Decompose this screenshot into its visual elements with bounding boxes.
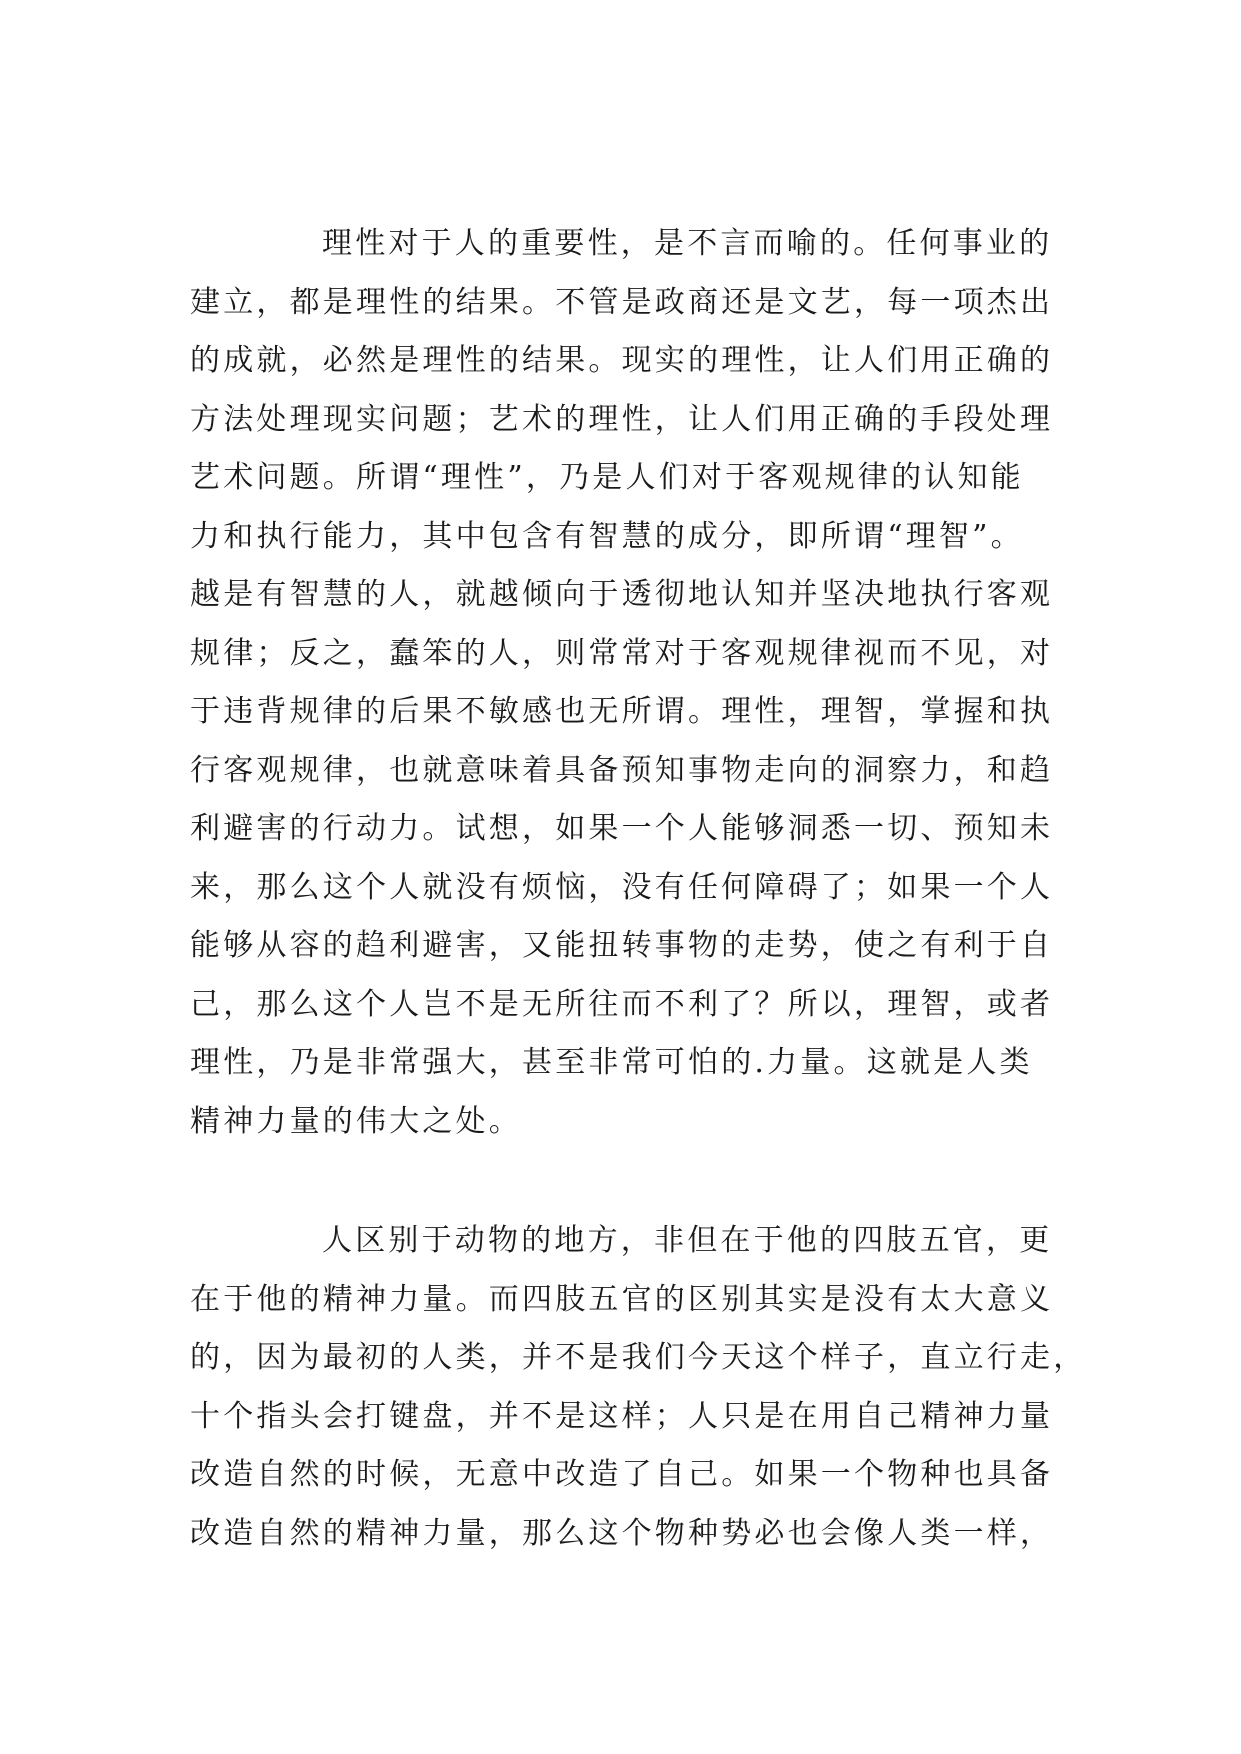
paragraph-line: 己，那么这个人岂不是无所往而不利了？所以，理智，或者 bbox=[190, 986, 1054, 1022]
paragraph-line: 精神力量的伟大之处。 bbox=[190, 1103, 522, 1139]
paragraph-line: 规律；反之，蠢笨的人，则常常对于客观规律视而不见，对 bbox=[190, 635, 1054, 671]
paragraph-1 bbox=[190, 215, 1054, 1151]
paragraph-line: 改造自然的时候，无意中改造了自己。如果一个物种也具备 bbox=[190, 1457, 1054, 1492]
paragraph-line: 能够从容的趋利避害，又能扭转事物的走势，使之有利于自 bbox=[190, 928, 1054, 963]
paragraph-line: 艺术问题。所谓“理性”，乃是人们对于客观规律的认知能 bbox=[190, 460, 1024, 495]
paragraph-line: 越是有智慧的人，就越倾向于透彻地认知并坚决地执行客观 bbox=[190, 577, 1054, 612]
paragraph-line: 建立，都是理性的结果。不管是政商还是文艺，每一项杰出 bbox=[190, 284, 1054, 320]
paragraph-line: 在于他的精神力量。而四肢五官的区别其实是没有太大意义 bbox=[190, 1281, 1054, 1317]
paragraph-line: 的成就，必然是理性的结果。现实的理性，让人们用正确的 bbox=[190, 343, 1054, 378]
paragraph-line: 来，那么这个人就没有烦恼，没有任何障碍了；如果一个人 bbox=[190, 869, 1054, 905]
paragraph-line: 十个指头会打键盘，并不是这样；人只是在用自己精神力量 bbox=[190, 1398, 1054, 1434]
paragraph-line: 人区别于动物的地方，非但在于他的四肢五官，更 bbox=[322, 1223, 1053, 1258]
paragraph-line: 的，因为最初的人类，并不是我们今天这个样子，直立行走， bbox=[190, 1340, 1087, 1375]
paragraph-line: 理性对于人的重要性，是不言而喻的。任何事业的 bbox=[322, 226, 1053, 261]
paragraph-line: 行客观规律，也就意味着具备预知事物走向的洞察力，和趋 bbox=[190, 752, 1054, 788]
paragraph-line: 于违背规律的后果不敏感也无所谓。理性，理智，掌握和执 bbox=[190, 694, 1054, 729]
paragraph-line: 改造自然的精神力量，那么这个物种势必也会像人类一样， bbox=[190, 1515, 1054, 1551]
paragraph-line: 力和执行能力，其中包含有智慧的成分，即所谓“理智”。 bbox=[190, 518, 1024, 554]
paragraph-line: 理性，乃是非常强大，甚至非常可怕的.力量。这就是人类 bbox=[190, 1045, 1033, 1080]
paragraph-line: 方法处理现实问题；艺术的理性，让人们用正确的手段处理 bbox=[190, 401, 1054, 437]
paragraph-line: 利避害的行动力。试想，如果一个人能够洞悉一切、预知未 bbox=[190, 811, 1054, 846]
paragraph-2 bbox=[190, 1212, 1087, 1563]
